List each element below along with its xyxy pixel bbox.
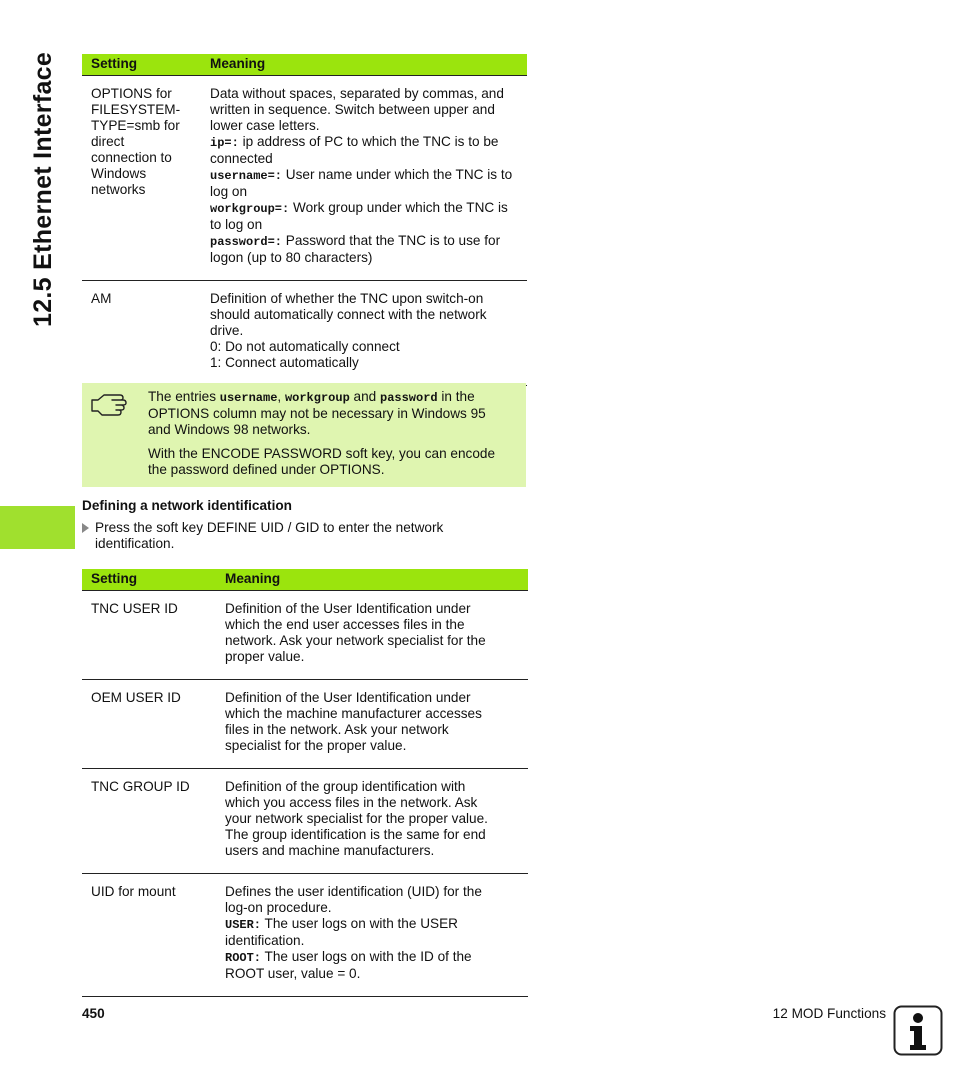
meaning-text: The user logs on with the ID of the	[261, 949, 472, 964]
setting-text: OEM USER ID	[91, 690, 181, 705]
meaning-cell	[216, 591, 528, 680]
note-text: in the	[437, 389, 475, 404]
setting-text: TYPE=smb for	[91, 118, 180, 133]
meaning-text: Password that the TNC is to use for	[282, 233, 501, 248]
meaning-text: 1: Connect automatically	[210, 355, 359, 370]
setting-text: direct	[91, 134, 125, 149]
meaning-line	[225, 966, 519, 982]
meaning-line	[210, 233, 518, 250]
meaning-text: users and machine manufacturers.	[225, 843, 435, 858]
setting-text: FILESYSTEM-	[91, 102, 181, 117]
page-number: 450	[82, 1006, 105, 1021]
meaning-text: specialist for the proper value.	[225, 738, 407, 753]
meaning-line	[225, 933, 519, 949]
meaning-line	[225, 633, 519, 649]
meaning-line	[225, 722, 519, 738]
meaning-text: logon (up to 80 characters)	[210, 250, 373, 265]
meaning-line	[210, 200, 518, 217]
meaning-text: Defines the user identification (UID) for the	[225, 884, 482, 899]
meaning-line	[210, 86, 518, 102]
uid-settings-table	[82, 569, 528, 997]
table-row	[82, 591, 528, 680]
note-paragraph-2	[148, 446, 520, 478]
meaning-line	[225, 811, 519, 827]
setting-cell	[82, 874, 216, 997]
parameter-code: ROOT:	[225, 951, 262, 965]
meaning-line	[210, 217, 518, 233]
chapter-side-title	[24, 52, 64, 327]
meaning-text: The user logs on with the USER	[261, 916, 458, 931]
setting-text: OPTIONS for	[91, 86, 172, 101]
meaning-line	[225, 916, 519, 933]
meaning-text: Definition of the group identification with	[225, 779, 466, 794]
bullet-arrow-icon	[82, 523, 89, 533]
parameter-code: workgroup=:	[210, 202, 290, 216]
meaning-line	[225, 795, 519, 811]
table-row	[82, 769, 528, 874]
setting-cell	[82, 680, 216, 769]
options-settings-table	[82, 54, 527, 386]
table-header-row	[82, 569, 528, 591]
bullet-text-line-1: Press the soft key DEFINE UID / GID to enter the network	[95, 520, 444, 535]
table-row	[82, 680, 528, 769]
note-text: and Windows 98 networks.	[148, 422, 311, 437]
table-row	[82, 281, 527, 386]
table-header-row	[82, 54, 527, 76]
meaning-line	[210, 250, 518, 266]
meaning-text: network. Ask your network specialist for the	[225, 633, 486, 648]
setting-text: AM	[91, 291, 112, 306]
meaning-line	[210, 339, 518, 355]
meaning-cell	[201, 76, 527, 281]
meaning-text: to log on	[210, 217, 263, 232]
meaning-text: which the machine manufacturer accesses	[225, 706, 482, 721]
table-row	[82, 874, 528, 997]
chapter-side-title-text: 12.5 Ethernet Interface	[29, 51, 57, 327]
note-code-password: password	[380, 391, 438, 405]
setting-text: Windows	[91, 166, 147, 181]
chapter-tab-marker	[0, 506, 75, 549]
note-text: ,	[277, 389, 285, 404]
meaning-text: files in the network. Ask your network	[225, 722, 449, 737]
setting-cell	[82, 281, 201, 386]
note-text: The entries	[148, 389, 220, 404]
note-code-username: username	[219, 391, 278, 405]
meaning-line	[210, 184, 518, 200]
meaning-text: Definition of the User Identification under	[225, 601, 471, 616]
meaning-line	[210, 134, 518, 151]
meaning-text: proper value.	[225, 649, 305, 664]
meaning-line	[225, 738, 519, 754]
meaning-text: should automatically connect with the network	[210, 307, 487, 322]
note-paragraph-1	[148, 389, 520, 438]
meaning-cell	[201, 281, 527, 386]
meaning-text: which the end user accesses files in the	[225, 617, 465, 632]
meaning-line	[225, 649, 519, 665]
meaning-text: connected	[210, 151, 273, 166]
chapter-label: 12 MOD Functions	[772, 1006, 886, 1021]
meaning-text: written in sequence. Switch between upper and	[210, 102, 495, 117]
meaning-text: log on	[210, 184, 248, 199]
meaning-text: Work group under which the TNC is	[289, 200, 508, 215]
meaning-text: your network specialist for the proper value.	[225, 811, 488, 826]
note-code-workgroup: workgroup	[284, 391, 350, 405]
setting-text: connection to	[91, 150, 172, 165]
meaning-line	[225, 706, 519, 722]
meaning-line	[225, 617, 519, 633]
meaning-line	[225, 843, 519, 859]
meaning-text: which you access files in the network. Ask	[225, 795, 478, 810]
setting-cell	[82, 769, 216, 874]
header-meaning: Meaning	[201, 54, 527, 76]
setting-cell	[82, 591, 216, 680]
setting-text: networks	[91, 182, 146, 197]
meaning-text: drive.	[210, 323, 244, 338]
meaning-line	[210, 307, 518, 323]
parameter-code: username=:	[210, 169, 283, 183]
parameter-code: ip=:	[210, 136, 239, 150]
note-text: With the ENCODE PASSWORD soft key, you can encode	[148, 446, 496, 461]
meaning-text: Definition of the User Identification under	[225, 690, 471, 705]
note-text: OPTIONS column may not be necessary in Windows 95	[148, 406, 486, 421]
meaning-text: Definition of whether the TNC upon switch-on	[210, 291, 484, 306]
meaning-line	[225, 690, 519, 706]
meaning-cell	[216, 769, 528, 874]
info-i-icon[interactable]	[893, 1005, 943, 1056]
meaning-line	[210, 355, 518, 371]
meaning-text: 0: Do not automatically connect	[210, 339, 400, 354]
meaning-text: User name under which the TNC is to	[282, 167, 513, 182]
meaning-text: lower case letters.	[210, 118, 320, 133]
table-row	[82, 76, 527, 281]
header-setting: Setting	[82, 54, 201, 76]
meaning-cell	[216, 680, 528, 769]
meaning-line	[210, 118, 518, 134]
meaning-line	[225, 900, 519, 916]
meaning-text: identification.	[225, 933, 305, 948]
meaning-text: log-on procedure.	[225, 900, 332, 915]
meaning-line	[210, 151, 518, 167]
meaning-cell	[216, 874, 528, 997]
meaning-line	[225, 779, 519, 795]
meaning-line	[225, 949, 519, 966]
setting-text: TNC USER ID	[91, 601, 178, 616]
header-meaning: Meaning	[216, 569, 528, 591]
meaning-text: ROOT user, value = 0.	[225, 966, 361, 981]
meaning-text: The group identification is the same for end	[225, 827, 486, 842]
note-box	[82, 383, 526, 487]
setting-text: TNC GROUP ID	[91, 779, 190, 794]
meaning-text: Data without spaces, separated by commas, and	[210, 86, 504, 101]
meaning-line	[210, 167, 518, 184]
section-heading: Defining a network identification	[82, 498, 292, 513]
parameter-code: password=:	[210, 235, 283, 249]
meaning-text: ip address of PC to which the TNC is to be	[238, 134, 499, 149]
meaning-line	[225, 827, 519, 843]
pointing-hand-icon	[90, 391, 128, 417]
setting-cell	[82, 76, 201, 281]
note-text: the password defined under OPTIONS.	[148, 462, 385, 477]
meaning-line	[210, 102, 518, 118]
bullet-text-line-2: identification.	[95, 536, 175, 551]
meaning-line	[225, 884, 519, 900]
meaning-line	[210, 323, 518, 339]
header-setting: Setting	[82, 569, 216, 591]
setting-text: UID for mount	[91, 884, 176, 899]
instruction-bullet	[82, 520, 502, 552]
meaning-line	[210, 291, 518, 307]
parameter-code: USER:	[225, 918, 262, 932]
note-text: and	[349, 389, 380, 404]
meaning-line	[225, 601, 519, 617]
